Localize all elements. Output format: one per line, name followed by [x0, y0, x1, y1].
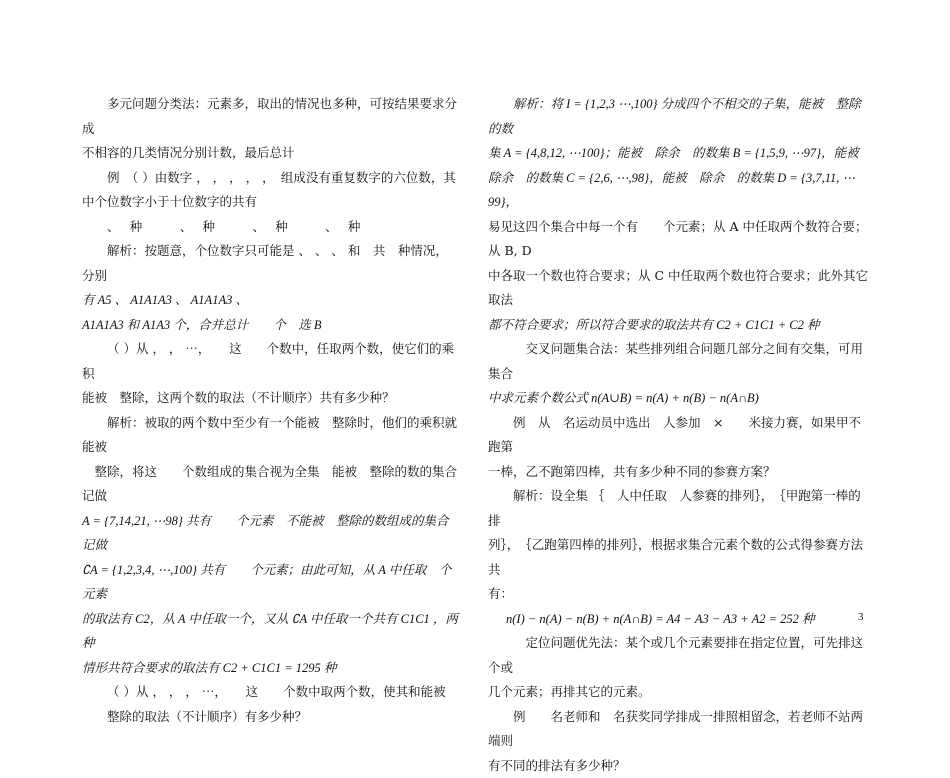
relay-solution-line-1: 解析：设全集 ｛ 人中任取 人参赛的排列｝， ｛甲跑第一棒的排: [488, 484, 868, 533]
intersection-formula: 中求元素个数公式 n(A∪B) = n(A) + n(B) − n(A∩B): [488, 386, 868, 411]
page-number: 3: [858, 611, 864, 623]
photo-example-question-cont: 有不同的排法有多少种？: [488, 754, 868, 778]
relay-example-question: 例 从 名运动员中选出 人参加 × 米接力赛，如果甲不跑第: [488, 411, 868, 460]
sets-solution-line-3: 除余 的数集 C = {2,6, ⋯,98}，能被 除余 的数集 D = {3,7,11, ⋯99}，: [488, 166, 868, 215]
multi-class-intro-cont: 不相容的几类情况分别计数，最后总计: [82, 141, 460, 166]
example-2-question: （ ）从 ， ， ⋯， 这 个数中，任取两个数，使它们的乘积: [82, 337, 460, 386]
sets-solution-line-1: 解析：将 I = {1,2,3 ⋯,100} 分成四个不相交的子集，能被 整除的数: [488, 92, 868, 141]
relay-solution-line-3: 有：: [488, 582, 868, 607]
multi-class-intro: 多元问题分类法：元素多，取出的情况也多种，可按结果要求分成: [82, 92, 460, 141]
example-1-question-cont: 中个位数字小于十位数字的共有: [82, 190, 460, 215]
left-column: [82, 92, 460, 729]
example-3-question-cont: 整除的取法（不计顺序）有多少种？: [82, 705, 460, 730]
example-2-solution-line-5: 的取法有 C2，从 A 中任取一个，又从 ∁A 中任取一个共有 C1C1 ，两种: [82, 607, 460, 656]
right-column: [488, 92, 868, 778]
example-2-solution-line-3: A = {7,14,21, ⋯98} 共有 个元素 不能被 整除的数组成的集合记做: [82, 509, 460, 558]
position-method-heading: 定位问题优先法：某个或几个元素要排在指定位置，可先排这个或: [488, 631, 868, 680]
example-2-question-cont: 能被 整除，这两个数的取法（不计顺序）共有多少种？: [82, 386, 460, 411]
example-2-solution: 解析：被取的两个数中至少有一个能被 整除时，他们的乘积就能被: [82, 411, 460, 460]
example-1-question: 例 （ ）由数字 ， ， ， ， ， 组成没有重复数字的六位数，其: [82, 166, 460, 191]
example-2-solution-line-6: 情形共符合要求的取法有 C2 + C1C1 = 1295 种: [82, 656, 460, 681]
relay-example-question-cont: 一棒，乙不跑第四棒，共有多少种不同的参赛方案？: [488, 460, 868, 485]
example-1-options: 、 种 、 种 、 种 、 种: [82, 215, 460, 240]
sets-solution-line-4: 易见这四个集合中每一个有 个元素；从 A 中任取两个数符合要；从 B, D: [488, 215, 868, 264]
relay-solution-line-2: 列｝， ｛乙跑第四棒的排列｝，根据求集合元素个数的公式得参赛方法共: [488, 533, 868, 582]
sets-solution-line-2: 集 A = {4,8,12, ⋯100}；能被 除余 的数集 B = {1,5,9, ⋯97}，能被: [488, 141, 868, 166]
intersection-method-heading: 交叉问题集合法：某些排列组合问题几部分之间有交集，可用集合: [488, 337, 868, 386]
example-1-solution: 解析：按题意，个位数字只可能是 、 、 、 和 共 种情况，分别: [82, 239, 460, 288]
sets-solution-line-5: 中各取一个数也符合要求；从 C 中任取两个数也符合要求；此外其它取法: [488, 264, 868, 313]
relay-solution-formula: n(I) − n(A) − n(B) + n(A∩B) = A4 − A3 − A3 + A2 = 252 种: [488, 607, 868, 632]
example-1-solution-formula-2: A1A1A3 和 A1A3 个，合并总计 个 选 B: [82, 313, 460, 338]
example-2-solution-line-4: ∁A = {1,2,3,4, ⋯,100} 共有 个元素；由此可知，从 A 中任取 个元素: [82, 558, 460, 607]
example-1-solution-formula-1: 有 A5 、 A1A1A3 、 A1A1A3 、: [82, 288, 460, 313]
sets-solution-line-6: 都不符合要求；所以符合要求的取法共有 C2 + C1C1 + C2 种: [488, 313, 868, 338]
photo-example-question: 例 名老师和 名获奖同学排成一排照相留念，若老师不站两端则: [488, 705, 868, 754]
example-3-question: （ ）从 ， ， ， ⋯， 这 个数中取两个数，使其和能被: [82, 680, 460, 705]
position-method-cont: 几个元素；再排其它的元素。: [488, 680, 868, 705]
example-2-solution-line-2: 整除，将这 个数组成的集合视为全集 能被 整除的数的集合记做: [82, 460, 460, 509]
